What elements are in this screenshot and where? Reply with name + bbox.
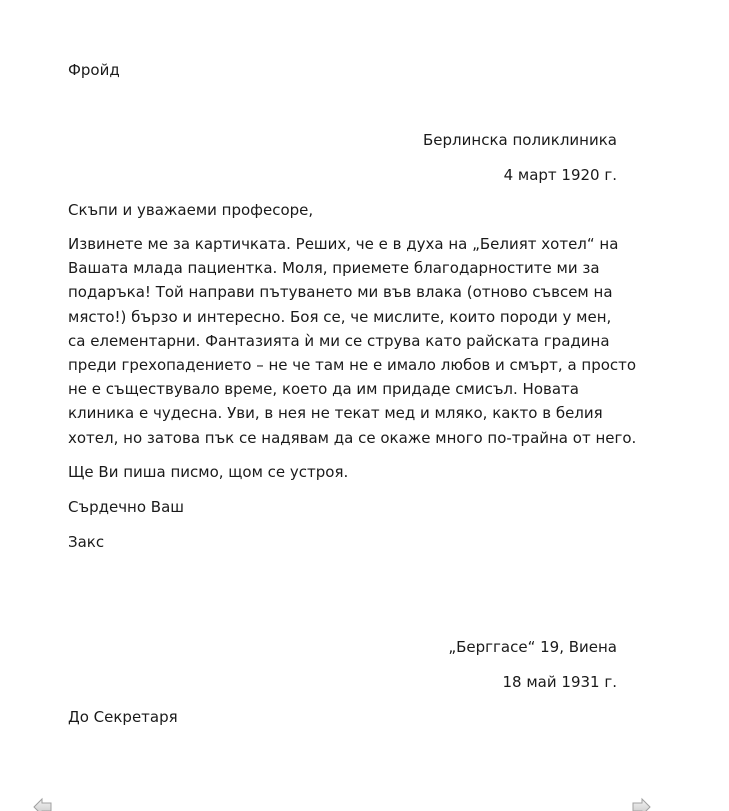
arrow-left-icon[interactable] (32, 797, 54, 811)
body-line: преди грехопадението – не че там не е имало любов и смърт, а просто (68, 356, 637, 375)
sender-place: Берлинска поликлиника (423, 131, 617, 149)
body-line: Извинете ме за картичката. Реших, че е в духа на „Белият хотел“ на (68, 235, 619, 253)
letter-heading: Фройд (68, 61, 120, 79)
footer-place: „Берггасе“ 19, Виена (448, 638, 617, 656)
body-line: подаръка! Той направи пътуването ми във влака (отново съвсем на (68, 283, 613, 302)
body-line: не е съществувало време, което да им придаде смисъл. Новата (68, 380, 579, 399)
footer-note: До Секретаря (68, 708, 178, 726)
footer-date: 18 май 1931 г. (502, 673, 617, 691)
sign-off: Сърдечно Ваш (68, 498, 185, 516)
signature: Закс (68, 533, 105, 551)
body-line: място!) бързо и интересно. Боя се, че мислите, които породи у мен, (68, 307, 612, 326)
body-line: са елементарни. Фантазията ѝ ми се струва като райската градина (68, 331, 610, 350)
salutation: Скъпи и уважаеми професоре, (68, 201, 314, 219)
closing-note: Ще Ви пиша писмо, щом се устроя. (68, 463, 349, 481)
body-line: хотел, но затова пък се надявам да се окаже много по-трайна от него. (68, 428, 637, 447)
arrow-right-icon[interactable] (630, 797, 652, 811)
sender-date: 4 март 1920 г. (503, 166, 617, 184)
letter-body (68, 232, 637, 450)
body-line: клиника е чудесна. Уви, в нея не текат мед и мляко, както в белия (68, 404, 603, 423)
body-line: Вашата млада пациентка. Моля, приемете благодарностите ми за (68, 259, 600, 278)
